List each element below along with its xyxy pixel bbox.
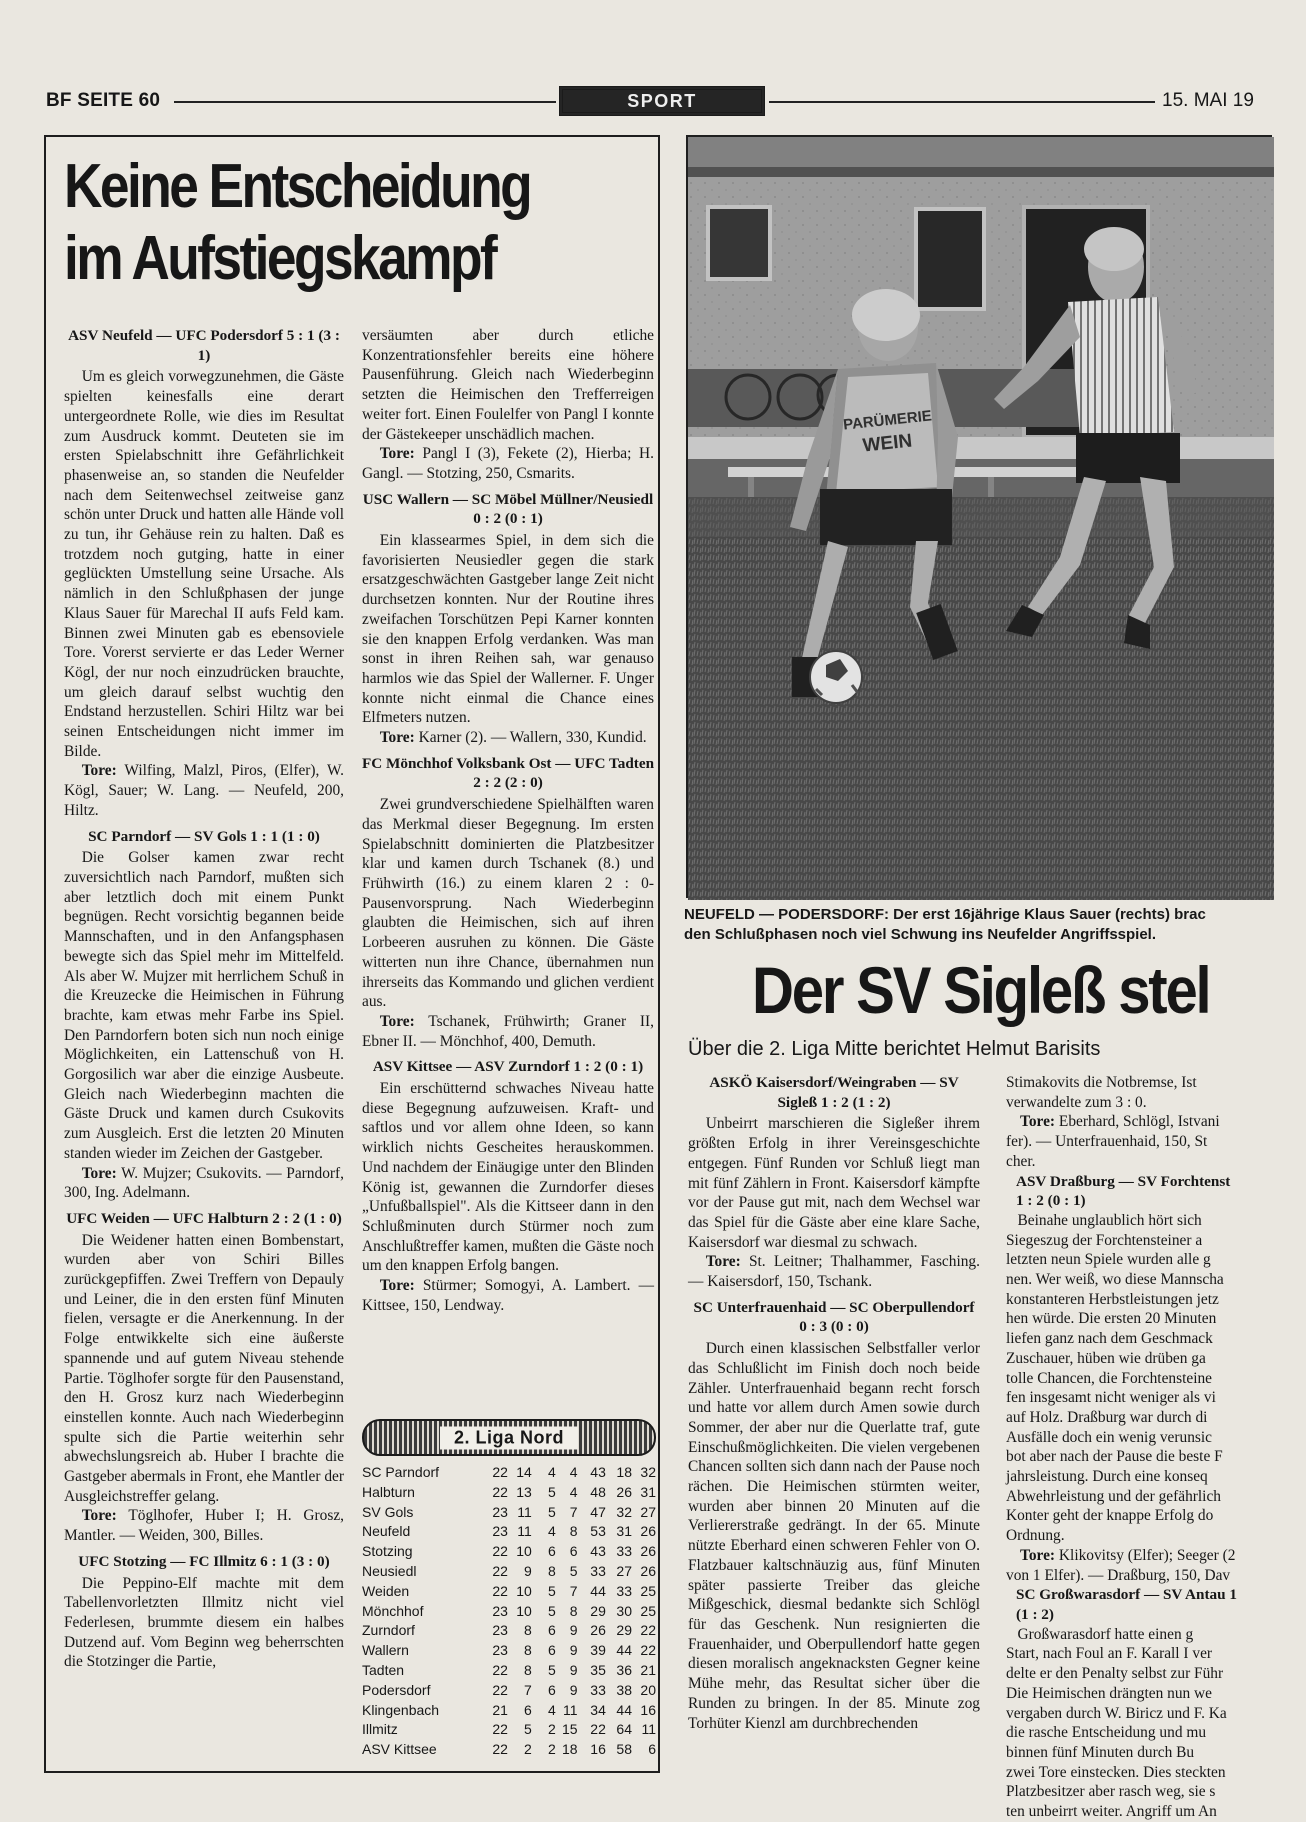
goal-scorers-text: Tschanek, Frühwirth; Graner II, Ebner II. — Mönchhof, 400, Demuth. — [362, 1012, 654, 1050]
header-rule-right — [769, 101, 1155, 103]
stat-cell: 7 — [524, 1681, 532, 1698]
left-article-column-1 — [64, 326, 344, 1672]
article-line: vergaben durch W. Biricz und F. Ka — [1006, 1704, 1227, 1722]
article-line: Konter geht der knappe Erfolg do — [1006, 1507, 1214, 1525]
match-heading: ASKÖ Kaisersdorf/Weingraben — SV Sigleß 1 : 2 (1 : 2) — [709, 1074, 959, 1111]
article-line: binnen fünf Minuten durch Bu — [1006, 1743, 1195, 1761]
goal-scorers-label: Tore: — [81, 1164, 117, 1182]
stat-cell: 13 — [516, 1483, 532, 1500]
league-table-row — [362, 1621, 656, 1641]
caption-line-1: NEUFELD — PODERSDORF: Der erst 16jährige Klaus Sauer (rechts) brac — [684, 906, 1206, 923]
stat-cell: 26 — [640, 1562, 656, 1579]
stat-cell: 5 — [548, 1483, 556, 1500]
league-table-row — [362, 1562, 656, 1582]
team-name: Zurndorf — [362, 1622, 415, 1639]
article-line: Platzbesitzer aber rasch weg, sie s — [1006, 1783, 1216, 1801]
stat-cell: 32 — [640, 1464, 656, 1480]
stat-cell: 32 — [616, 1503, 632, 1520]
stat-cell: 27 — [640, 1503, 656, 1520]
article-line: Siegeszug der Forchtensteiner a — [1006, 1231, 1203, 1249]
stat-cell: 64 — [616, 1721, 632, 1738]
stat-cell: 5 — [548, 1582, 556, 1599]
goal-scorers-text: W. Mujzer; Csukovits. — Parndorf, 300, Ing. Adelmann. — [64, 1164, 344, 1202]
match-heading: ASV Kittsee — ASV Zurndorf 1 : 2 (0 : 1) — [372, 1058, 644, 1076]
stat-cell: 29 — [616, 1622, 632, 1639]
article-line: bot aber nach der Pause die beste F — [1006, 1448, 1223, 1466]
article-paragraph: Ein erschütternd schwaches Niveau hatte diese Begegnung aufzuweisen. Kraft- und saftlos und vor allem ohne Ideen, so kann wirklich nichts Gescheites herauskommen. Und nachdem der Einäugige unter den Blinden König ist, gewannen die Zurndorfer dieses „Unfußballspiel". Als die Kittseer dann in den Schlußminuten durch Stürmer noch zum Anschlußtreffer kamen, mußten die Gäste noch um den knappen Erfolg bangen. — [362, 1080, 654, 1275]
stat-cell: 18 — [616, 1464, 632, 1480]
goal-scorers-label: Tore: — [1020, 1113, 1056, 1131]
stat-cell: 25 — [640, 1602, 656, 1619]
stat-cell: 22 — [492, 1543, 508, 1560]
stat-cell: 9 — [524, 1562, 532, 1579]
article-paragraph: versäumten aber durch etliche Konzentrationsfehler bereits eine höhere Pausenführung. Gleich nach Wiederbeginn setzten die Heimischen den Trefferreigen weiter fort. Einen Foulelfer von Pangl I konnte der Gästekeeper unschädlich machen. — [362, 327, 654, 443]
league-table-row — [362, 1463, 656, 1483]
stat-cell: 11 — [517, 1503, 532, 1520]
team-name: Weiden — [362, 1582, 410, 1599]
stat-cell: 16 — [640, 1701, 656, 1718]
match-heading: ASV Neufeld — UFC Podersdorf 5 : 1 (3 : 1) — [68, 327, 340, 364]
stat-cell: 22 — [590, 1721, 606, 1738]
stat-cell: 6 — [548, 1543, 556, 1560]
page-number-label: BF SEITE 60 — [46, 90, 161, 111]
stat-cell: 22 — [492, 1582, 508, 1599]
stat-cell: 11 — [641, 1721, 656, 1738]
stat-cell: 4 — [548, 1523, 556, 1540]
goal-scorers-text: Töglhofer, Huber I; H. Grosz, Mantler. — Weiden, 300, Billes. — [64, 1507, 344, 1545]
shirt-text-2: WEIN — [861, 430, 914, 457]
stat-cell: 8 — [569, 1523, 578, 1540]
left-article-frame — [44, 135, 660, 1773]
article-paragraph: Ein klassearmes Spiel, in dem sich die favorisierten Neusiedler gegen die stark ersatzgeschwächten Gastgeber lange Zeit nicht durchsetzen konnten. Nur der Routine ihres zweifachen Torschützen Pepi Karner konnten sie den knappen Erfolg verdanken. Was man sonst in ihren Reihen sah, war genauso harmlos wie das Spiel der Wallerner. F. Unger konnte nicht einmal die Chance eines Elfmeters nutzen. — [362, 532, 654, 727]
article-line: konstanteren Herbstleistungen jetz — [1006, 1290, 1219, 1308]
stat-cell: 23 — [492, 1503, 508, 1520]
article-line: letzten neun Spiele wurden alle g — [1006, 1251, 1211, 1269]
goal-scorers-text: Eberhard, Schlögl, Istvani — [1058, 1113, 1220, 1131]
stat-cell: 2 — [548, 1721, 556, 1738]
league-table — [362, 1463, 656, 1760]
team-name: Klingenbach — [362, 1701, 440, 1718]
left-article-headline — [64, 151, 571, 295]
caption-line-2: den Schlußphasen noch viel Schwung ins Neufelder Angriffsspiel. — [684, 926, 1157, 943]
team-name: Neusiedl — [362, 1562, 417, 1579]
stat-cell: 48 — [590, 1483, 606, 1500]
match-heading: (1 : 2) — [1016, 1605, 1054, 1623]
article-line: Die Heimischen drängten nun we — [1006, 1684, 1213, 1702]
league-table-row — [362, 1503, 656, 1523]
article-line: liefen ganz nach dem Geschmack — [1006, 1330, 1213, 1348]
stat-cell: 5 — [524, 1721, 532, 1738]
team-name: Neufeld — [362, 1523, 411, 1540]
stat-cell: 21 — [640, 1661, 656, 1678]
team-name: Halbturn — [362, 1483, 415, 1500]
league-table-box — [362, 1419, 656, 1760]
team-name: Mönchhof — [362, 1602, 424, 1619]
article-paragraph: Die Peppino-Elf machte mit dem Tabellenvorletzten Illmitz nicht viel Federlesen, brummte diesem ein halbes Dutzend auf. Vom Beginn weg beherrschten die Stotzinger die Partie, — [64, 1574, 344, 1671]
goal-scorers-label: Tore: — [379, 729, 415, 747]
article-line: Start, nach Foul an F. Karall I ver — [1006, 1645, 1213, 1663]
stat-cell: 10 — [516, 1602, 532, 1619]
article-line: ten unbeirrt weiter. Angriff um An — [1006, 1803, 1217, 1821]
right-article-headline: Der SV Sigleß stel — [752, 953, 1210, 1027]
stat-cell: 11 — [517, 1523, 532, 1540]
team-name: Wallern — [362, 1642, 409, 1659]
stat-cell: 8 — [524, 1622, 532, 1639]
article-line: Stimakovits die Notbremse, Ist — [1006, 1074, 1197, 1091]
stat-cell: 4 — [548, 1464, 556, 1480]
article-line: Ordnung. — [1006, 1527, 1065, 1545]
article-line: zwei Tore einstecken. Dies steckten — [1006, 1763, 1226, 1781]
league-table-header — [362, 1419, 656, 1456]
article-line: hen würde. Die ersten 20 Minuten — [1006, 1310, 1217, 1328]
article-line: Großwarasdorf hatte einen g — [1006, 1625, 1194, 1643]
article-paragraph: Die Weidener hatten einen Bombenstart, wurden aber von Schiri Billes zurückgepfiffen. Zwei Treffern von Depauly und Leiner, die in den ersten fünf Minuten fielen, versagte er die Anerkennung. In der Folge entwikkelte sich eine äußerste spannende und auf gutem Niveau stehende Partie. Töglhofer sorgte für den Pausenstand, den H. Grosz kurz nach Wiederbeginn einstellen konnte. Auch nach Wiederbeginn spulte sich die Partie weiterhin sehr abwechslungsreich ab. Huber I brachte die Gastgeber abermals in Front, ehe Mantler der Ausgleichstreffer gelang. — [64, 1231, 344, 1505]
league-table-row — [362, 1582, 656, 1602]
goal-scorers-text: Pangl I (3), Fekete (2), Hierba; H. Gangl. — Stotzing, 250, Csmarits. — [362, 445, 654, 482]
match-heading: SC Unterfrauenhaid — SC Oberpullendorf 0 : 3 (0 : 0) — [693, 1298, 975, 1336]
article-line: Abwehrleistung und der gefährlich — [1006, 1487, 1221, 1505]
stat-cell: 22 — [492, 1721, 508, 1738]
stat-cell: 7 — [569, 1582, 578, 1599]
article-line: auf Holz. Draßburg war durch di — [1006, 1408, 1208, 1426]
stat-cell: 25 — [640, 1582, 656, 1599]
stat-cell: 5 — [548, 1503, 556, 1520]
stat-cell: 5 — [569, 1562, 578, 1579]
stat-cell: 6 — [548, 1622, 556, 1639]
league-table-row — [362, 1720, 656, 1740]
stat-cell: 39 — [590, 1642, 606, 1659]
stat-cell: 23 — [492, 1622, 508, 1639]
stat-cell: 23 — [492, 1523, 508, 1540]
football-players-photo — [688, 137, 1274, 900]
match-heading: USC Wallern — SC Möbel Müllner/Neusiedl 0 : 2 (0 : 1) — [362, 490, 654, 528]
section-label: SPORT — [559, 86, 765, 116]
stat-cell: 5 — [548, 1661, 556, 1678]
goal-scorers-label: Tore: — [81, 1507, 117, 1525]
league-table-row — [362, 1522, 656, 1542]
article-line: Zuschauer, hüben wie drüben ga — [1006, 1349, 1206, 1367]
stat-cell: 14 — [516, 1464, 532, 1480]
league-table-row — [362, 1641, 656, 1661]
stat-cell: 10 — [516, 1543, 532, 1560]
goal-scorers-label: Tore: — [81, 762, 117, 780]
stat-cell: 22 — [492, 1464, 508, 1480]
article-line: jahrsleistung. Durch eine konseq — [1006, 1468, 1208, 1486]
goal-scorers-label: Tore: — [379, 1012, 415, 1030]
stat-cell: 22 — [492, 1661, 508, 1678]
stat-cell: 9 — [569, 1681, 578, 1698]
stat-cell: 5 — [548, 1602, 556, 1619]
stat-cell: 20 — [640, 1681, 656, 1698]
article-line: delte er den Penalty selbst zur Führ — [1006, 1665, 1224, 1683]
match-heading: SC Parndorf — SV Gols 1 : 1 (1 : 0) — [88, 827, 320, 845]
stat-cell: 6 — [548, 1681, 556, 1698]
stat-cell: 35 — [590, 1661, 606, 1678]
goal-scorers — [362, 1276, 654, 1315]
stat-cell: 22 — [492, 1681, 508, 1698]
headline-line-1: Keine Entscheidung — [64, 152, 531, 221]
goal-scorers-text: St. Leitner; Thalhammer, Fasching. — Kaisersdorf, 150, Tschank. — [688, 1253, 980, 1291]
stat-cell: 23 — [492, 1602, 508, 1619]
league-table-row — [362, 1661, 656, 1681]
article-line: Ausfälle doch ein wenig verunsic — [1006, 1428, 1213, 1446]
stat-cell: 36 — [616, 1661, 632, 1678]
goal-scorers — [362, 444, 654, 483]
stat-cell: 27 — [616, 1562, 632, 1579]
stat-cell: 26 — [616, 1483, 632, 1500]
stat-cell: 9 — [569, 1622, 578, 1639]
match-heading: UFC Stotzing — FC Illmitz 6 : 1 (3 : 0) — [78, 1552, 330, 1570]
stat-cell: 30 — [616, 1602, 632, 1619]
league-table-row — [362, 1740, 656, 1760]
goal-scorers-text: Klikovitsy (Elfer); Seeger (2 — [1058, 1546, 1236, 1564]
goal-scorers-label: Tore: — [379, 445, 415, 463]
stat-cell: 16 — [590, 1741, 606, 1758]
stat-cell: 7 — [569, 1503, 578, 1520]
article-line: Beinahe unglaublich hört sich — [1006, 1211, 1202, 1229]
stat-cell: 22 — [640, 1642, 656, 1659]
article-paragraph: Die Golser kamen zwar recht zuversichtlich nach Parndorf, mußten sich aber letztlich doch mit einem Punkt begnügen. Recht vorsichtig begannen beide Mannschaften, und in den Anfangsphasen bewegte sich das Spiel mehr im Mittelfeld. Als aber W. Mujzer mit herrlichem Schuß in die Kreuzecke die Heimischen in Führung brachte, kam etwas mehr Farbe ins Spiel. Den Parndorfern boten sich nun noch einige Möglichkeiten, ein Lattenschuß von H. Gorgosilich war aber die einzige Ausbeute. Gleich nach Wiederbeginn machten die Gäste Druck und kamen durch Csukovits zum Ausgleich. Erst die letzten 20 Minuten standen wieder im Zeichen der Gastgeber. — [64, 849, 344, 1162]
goal-scorers — [688, 1252, 980, 1291]
stat-cell: 34 — [590, 1701, 606, 1718]
team-name: Tadten — [362, 1661, 405, 1678]
stat-cell: 26 — [640, 1523, 656, 1540]
goal-scorers — [64, 1164, 344, 1203]
shirt-text-1: PARÜMERIE — [842, 407, 933, 434]
goal-scorers — [64, 1506, 344, 1545]
league-table-row — [362, 1602, 656, 1622]
article-paragraph: Um es gleich vorwegzunehmen, die Gäste spielten keinesfalls eine derart untergeordnete Rolle, wie dies im Resultat zum Ausdruck kommt. Deuteten sie im ersten Spielabschnitt ihre Gefährlichkeit phasenweise an, so standen die Neufelder nach dem Seitenwechsel zeitweise ganz schön unter Druck und hatten alle Hände voll zu tun, ihr Gehäuse rein zu halten. Daß es trotzdem noch gutging, hatte in einer geglückten Umstellung seine Ursache. Als nämlich in den Schlußphasen der junge Klaus Sauer für Marechal II aufs Feld kam. Binnen zwei Minuten gab es ebensoviele Tore. Vorerst servierte er das Leder Werner Kögl, der nur noch einzudrücken brauchte, um gleich darauf selbst wuchtig den Endstand herzustellen. Schiri Hiltz war bei seinen Entscheidungen nicht immer im Bilde. — [64, 368, 344, 760]
stat-cell: 15 — [561, 1721, 578, 1738]
stat-cell: 8 — [524, 1642, 532, 1659]
stat-cell: 31 — [616, 1523, 632, 1540]
article-line: nen. Wer weiß, wo diese Mannscha — [1006, 1271, 1224, 1289]
article-paragraph: Unbeirrt marschieren die Sigleßer ihrem größten Erfolg in ihrer Vereinsgeschichte entgegen. Fünf Runden vor Schluß liegt man mit fünf Zählern in Front. Kaisersdorf kämpfte vor der Pause gut mit, nach dem Wechsel war das Spiel für die Gäste aber eine klare Sache, Kaisersdorf war diesmal zu schwach. — [688, 1115, 980, 1251]
right-article-column-2 — [1006, 1073, 1306, 1822]
article-line: von 1 Elfer). — Draßburg, 150, Dav — [1006, 1566, 1231, 1584]
right-article-column-1 — [688, 1073, 980, 1733]
team-name: ASV Kittsee — [362, 1741, 437, 1758]
stat-cell: 10 — [516, 1582, 532, 1599]
stat-cell: 29 — [590, 1602, 606, 1619]
goal-scorers — [64, 761, 344, 820]
stat-cell: 6 — [648, 1741, 656, 1758]
stat-cell: 9 — [569, 1642, 578, 1659]
stat-cell: 43 — [590, 1543, 606, 1560]
league-table-row — [362, 1701, 656, 1721]
stat-cell: 2 — [524, 1741, 532, 1758]
stat-cell: 4 — [569, 1483, 578, 1500]
match-photo — [686, 135, 1272, 898]
stat-cell: 26 — [640, 1543, 656, 1560]
stat-cell: 9 — [569, 1661, 578, 1678]
goal-scorers — [1006, 1546, 1306, 1566]
issue-date: 15. MAI 19 — [1162, 90, 1254, 111]
stat-cell: 33 — [616, 1543, 632, 1560]
goal-scorers-text: Karner (2). — Wallern, 330, Kundid. — [418, 729, 647, 747]
goal-scorers-label: Tore: — [379, 1277, 415, 1295]
article-line: die rasche Entscheidung und mu — [1006, 1724, 1207, 1742]
headline-line-2: im Aufstiegskampf — [64, 224, 496, 293]
stat-cell: 38 — [616, 1681, 632, 1698]
stat-cell: 26 — [590, 1622, 606, 1639]
article-line: verwandelte zum 3 : 0. — [1006, 1093, 1147, 1111]
stat-cell: 6 — [548, 1642, 556, 1659]
league-table-title: 2. Liga Nord — [440, 1426, 578, 1449]
article-paragraph: Durch einen klassischen Selbstfaller verlor das Schlußlicht im Finish doch noch beide Zähler. Unterfrauenhaid begann recht forsch und hatte vor allem durch Amen sowie durch Sommer, der aber nur die Querlatte traf, gute Einschußmöglichkeiten. Die vielen vergebenen Chancen sollten sich dann nach der Pause noch rächen. Die Heimischen stürmten weiter, wurden aber binnen 20 Minuten auf die Verliererstraße gedrängt. In der 65. Minute nützte Eberhard einen schweren Fehler von O. Flatzbauer kaltschnäuzig aus, fünf Minuten später passierte Treiber das gleiche Mißgeschick, diesmal bedankte sich Schlögl für das Geschenk. Nun resignierten die Frauenhaider, und Oberpullendorf hatte gegen diesen moralisch angeknacksten Gegner keine Mühe mehr, das Resultat sicher über die Runden zu bringen. In der 85. Minute zog Torhüter Kienzl am durchbrechenden — [688, 1340, 980, 1732]
photo-caption — [684, 905, 1294, 945]
stat-cell: 8 — [569, 1602, 578, 1619]
stat-cell: 22 — [640, 1622, 656, 1639]
goal-scorers-label: Tore: — [1020, 1546, 1056, 1564]
goal-scorers-text: Wilfing, Malzl, Piros, (Elfer), W. Kögl, Sauer; W. Lang. — Neufeld, 200, Hiltz. — [64, 762, 344, 819]
stat-cell: 22 — [492, 1562, 508, 1579]
stat-cell: 53 — [590, 1523, 606, 1540]
stat-cell: 6 — [524, 1701, 532, 1718]
goal-scorers-label: Tore: — [705, 1253, 741, 1271]
match-heading: UFC Weiden — UFC Halbturn 2 : 2 (1 : 0) — [66, 1209, 342, 1227]
team-name: SC Parndorf — [362, 1464, 440, 1480]
team-name: Podersdorf — [362, 1681, 431, 1698]
stat-cell: 44 — [616, 1642, 632, 1659]
goal-scorers — [362, 728, 654, 748]
stat-cell: 33 — [590, 1681, 606, 1698]
match-heading: SC Großwarasdorf — SV Antau 1 — [1016, 1586, 1237, 1604]
goal-scorers — [1006, 1112, 1306, 1132]
stat-cell: 21 — [492, 1701, 508, 1718]
team-name: Illmitz — [362, 1721, 398, 1738]
goal-scorers — [362, 1012, 654, 1051]
stat-cell: 8 — [524, 1661, 532, 1678]
team-name: Stotzing — [362, 1543, 413, 1560]
team-name: SV Gols — [362, 1503, 414, 1520]
left-article-column-2 — [362, 326, 654, 1315]
league-table-row — [362, 1483, 656, 1503]
article-line: cher. — [1006, 1152, 1036, 1170]
header-rule-left — [174, 101, 556, 103]
match-heading: FC Mönchhof Volksbank Ost — UFC Tadten 2 : 2 (2 : 0) — [362, 754, 655, 792]
article-line: tolle Chancen, die Forchtensteine — [1006, 1369, 1213, 1387]
article-line: fer). — Unterfrauenhaid, 150, St — [1006, 1133, 1208, 1151]
stat-cell: 43 — [590, 1464, 606, 1480]
stat-cell: 11 — [563, 1701, 578, 1718]
stat-cell: 23 — [492, 1642, 508, 1659]
stat-cell: 31 — [640, 1483, 656, 1500]
league-table-row — [362, 1681, 656, 1701]
match-heading: ASV Draßburg — SV Forchtenst — [1016, 1172, 1231, 1190]
stat-cell: 18 — [561, 1741, 578, 1758]
stat-cell: 6 — [569, 1543, 578, 1560]
article-line: fen insgesamt nicht weniger als vi — [1006, 1389, 1216, 1407]
stat-cell: 33 — [616, 1582, 632, 1599]
stat-cell: 44 — [590, 1582, 606, 1599]
stat-cell: 2 — [548, 1741, 556, 1758]
stat-cell: 22 — [492, 1741, 508, 1758]
stat-cell: 58 — [616, 1741, 632, 1758]
league-table-row — [362, 1542, 656, 1562]
stat-cell: 8 — [548, 1562, 556, 1579]
stat-cell: 22 — [492, 1483, 508, 1500]
stat-cell: 4 — [569, 1464, 578, 1480]
match-heading: 1 : 2 (0 : 1) — [1016, 1192, 1086, 1210]
stat-cell: 44 — [616, 1701, 632, 1718]
stat-cell: 4 — [548, 1701, 556, 1718]
right-article-byline: Über die 2. Liga Mitte berichtet Helmut Barisits — [688, 1038, 1101, 1060]
goal-scorers-text: Stürmer; Somogyi, A. Lambert. — Kittsee, 150, Lendway. — [362, 1277, 654, 1314]
article-paragraph: Zwei grundverschiedene Spielhälften waren das Merkmal dieser Begegnung. Im ersten Spielabschnitt dominierten die Platzbesitzer klar und kamen durch Tschanek (8.) und Frühwirth (16.) zu einem klaren 2 : 0-Pausenvorsprung. Nach Wiederbeginn glaubten die Heimischen, sich auf ihren Lorbeeren ausruhen zu können. Die Gäste witterten nun ihre Chance, übernahmen nun ihrerseits das Kommando und glichen verdient aus. — [362, 796, 654, 1011]
stat-cell: 33 — [590, 1562, 606, 1579]
stat-cell: 47 — [590, 1503, 606, 1520]
